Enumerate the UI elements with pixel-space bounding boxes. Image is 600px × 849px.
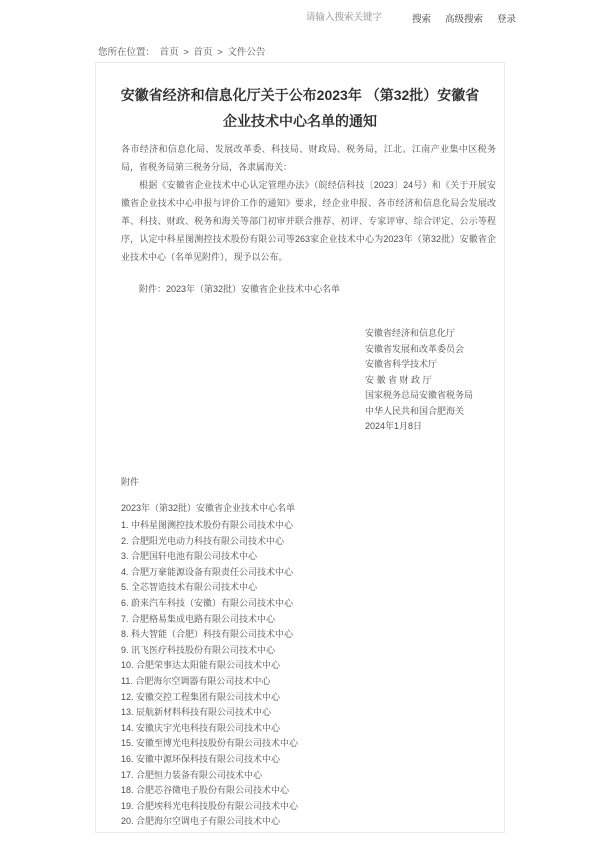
topbar — [306, 10, 516, 25]
signature-line: 国家税务总局安徽省税务局 — [365, 390, 474, 400]
body-paragraph: 根据《安徽省企业技术中心认定管理办法》（皖经信科技〔2023〕24号）和《关于开展安徽省企业技术中心申报与评价工作的通知》要求，经企业申报、各市经济和信息化局会发展改革、科技、财政、税务和海关等部门初审并联合推荐、初评、专家评审、综合评定、公示等程序，认定中科星图测控技术股份有限公司等263家企业技术中心为2023年（第32批）安徽省企业技术中心（名单见附件），现予以公布。 — [121, 180, 496, 262]
advanced-search-link[interactable]: 高级搜索 — [444, 13, 483, 25]
breadcrumb-separator: > — [183, 47, 189, 58]
list-item: 5. 全芯智造技术有限公司技术中心 — [121, 582, 258, 593]
list-item: 14. 安徽庆宇光电科技有限公司技术中心 — [121, 722, 281, 733]
page-title-line-2: 企业技术中心名单的通知 — [223, 113, 377, 129]
breadcrumb-current[interactable]: 文件公告 — [227, 47, 266, 58]
breadcrumb-home-1[interactable]: 首页 — [159, 47, 179, 58]
appendix-label: 附件 — [121, 476, 140, 487]
list-item: 1. 中科星图测控技术股份有限公司技术中心 — [121, 520, 294, 531]
list-item: 15. 安徽至博光电科技股份有限公司技术中心 — [121, 738, 299, 749]
list-item: 12. 安徽交控工程集团有限公司技术中心 — [121, 691, 281, 702]
list-item: 9. 讯飞医疗科技股份有限公司技术中心 — [121, 644, 276, 655]
salutation-paragraph: 各市经济和信息化局、发展改革委、科技局、财政局、税务局，江北、江南产业集中区税务局，省税务局第三税务分局，各隶属海关： — [121, 144, 496, 172]
breadcrumb-prefix: 您所在位置： — [98, 47, 156, 58]
login-link[interactable]: 登录 — [496, 13, 516, 25]
list-item: 7. 合肥格易集成电路有限公司技术中心 — [121, 613, 276, 624]
signature-line: 安徽省发展和改革委员会 — [365, 343, 465, 354]
list-item: 4. 合肥万豪能源设备有限责任公司技术中心 — [121, 566, 294, 577]
list-item: 13. 辰航新材料科技有限公司技术中心 — [121, 707, 272, 718]
signature-block — [365, 326, 504, 435]
breadcrumb-home-2[interactable]: 首页 — [193, 47, 213, 58]
list-item: 2. 合肥阳光电动力科技有限公司技术中心 — [121, 535, 285, 546]
list-item: 16. 安徽中源环保科技有限公司技术中心 — [121, 754, 281, 764]
list-item: 3. 合肥国轩电池有限公司技术中心 — [121, 551, 258, 562]
list-item: 11. 合肥海尔空调器有限公司技术中心 — [121, 676, 271, 687]
page-title — [103, 82, 497, 134]
page-title-line-1: 安徽省经济和信息化厅关于公布2023年 （第32批）安徽省 — [120, 87, 480, 103]
list-item: 17. 合肥恒力装备有限公司技术中心 — [121, 769, 263, 780]
appendix-list-title: 2023年（第32批）安徽省企业技术中心名单 — [121, 502, 296, 513]
list-item: 8. 科大智能（合肥）科技有限公司技术中心 — [121, 629, 294, 640]
signature-line: 安 徽 省 财 政 厅 — [365, 374, 432, 385]
signature-line: 安徽省经济和信息化厅 — [365, 328, 456, 338]
list-item: 19. 合肥埃科光电科技股份有限公司技术中心 — [121, 800, 299, 811]
signature-line: 安徽省科学技术厅 — [365, 359, 438, 369]
list-item: 10. 合肥荣事达太阳能有限公司技术中心 — [121, 660, 281, 671]
signature-line: 中华人民共和国合肥海关 — [365, 405, 465, 416]
search-button[interactable]: 搜索 — [411, 13, 431, 25]
list-item: 20. 合肥海尔空调电子有限公司技术中心 — [121, 816, 281, 827]
document-panel — [95, 62, 505, 833]
breadcrumb — [97, 44, 266, 58]
list-item: 18. 合肥芯谷微电子股份有限公司技术中心 — [121, 785, 290, 796]
document-date: 2024年1月8日 — [365, 421, 423, 431]
search-input[interactable] — [306, 10, 396, 25]
attachment-reference: 附件：2023年（第32批）安徽省企业技术中心名单 — [139, 284, 341, 294]
breadcrumb-separator: > — [217, 47, 223, 58]
list-item: 6. 蔚来汽车科技（安徽）有限公司技术中心 — [121, 598, 294, 609]
tech-center-list — [121, 518, 504, 830]
